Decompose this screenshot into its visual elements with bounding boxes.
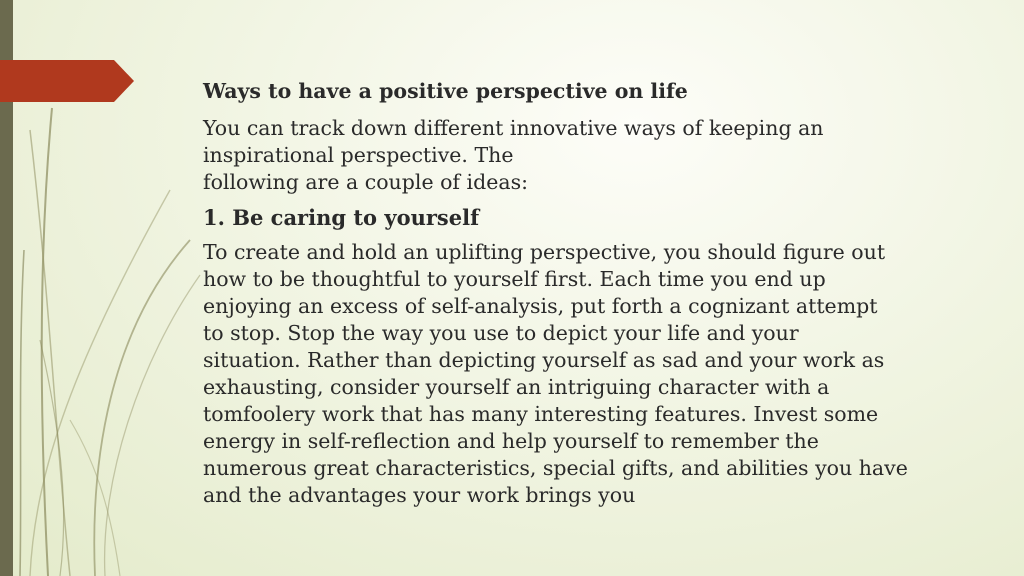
body-line: situation. Rather than depicting yourself as sad and your work as xyxy=(203,348,885,372)
body-line: tomfoolery work that has many interesting features. Invest some xyxy=(203,402,879,426)
intro-line: inspirational perspective. The xyxy=(203,143,514,167)
intro-paragraph xyxy=(203,115,993,196)
body-line: numerous great characteristics, special gifts, and abilities you have xyxy=(203,456,908,480)
body-line: exhausting, consider yourself an intriguing character with a xyxy=(203,375,830,399)
body-line: To create and hold an uplifting perspective, you should figure out xyxy=(203,240,886,264)
intro-line: You can track down different innovative ways of keeping an xyxy=(203,116,824,140)
body-line: to stop. Stop the way you use to depict your life and your xyxy=(203,321,799,345)
body-line: how to be thoughtful to yourself first. Each time you end up xyxy=(203,267,826,291)
body-paragraph xyxy=(203,239,993,509)
section-heading: 1. Be caring to yourself xyxy=(203,205,480,230)
slide-title: Ways to have a positive perspective on life xyxy=(203,79,688,103)
intro-line: following are a couple of ideas: xyxy=(203,170,528,194)
body-line: energy in self-reflection and help yourself to remember the xyxy=(203,429,819,453)
slide-content xyxy=(203,76,993,509)
title-arrow-tab xyxy=(0,60,134,102)
body-line: and the advantages your work brings you xyxy=(203,483,636,507)
body-line: enjoying an excess of self-analysis, put forth a cognizant attempt xyxy=(203,294,878,318)
